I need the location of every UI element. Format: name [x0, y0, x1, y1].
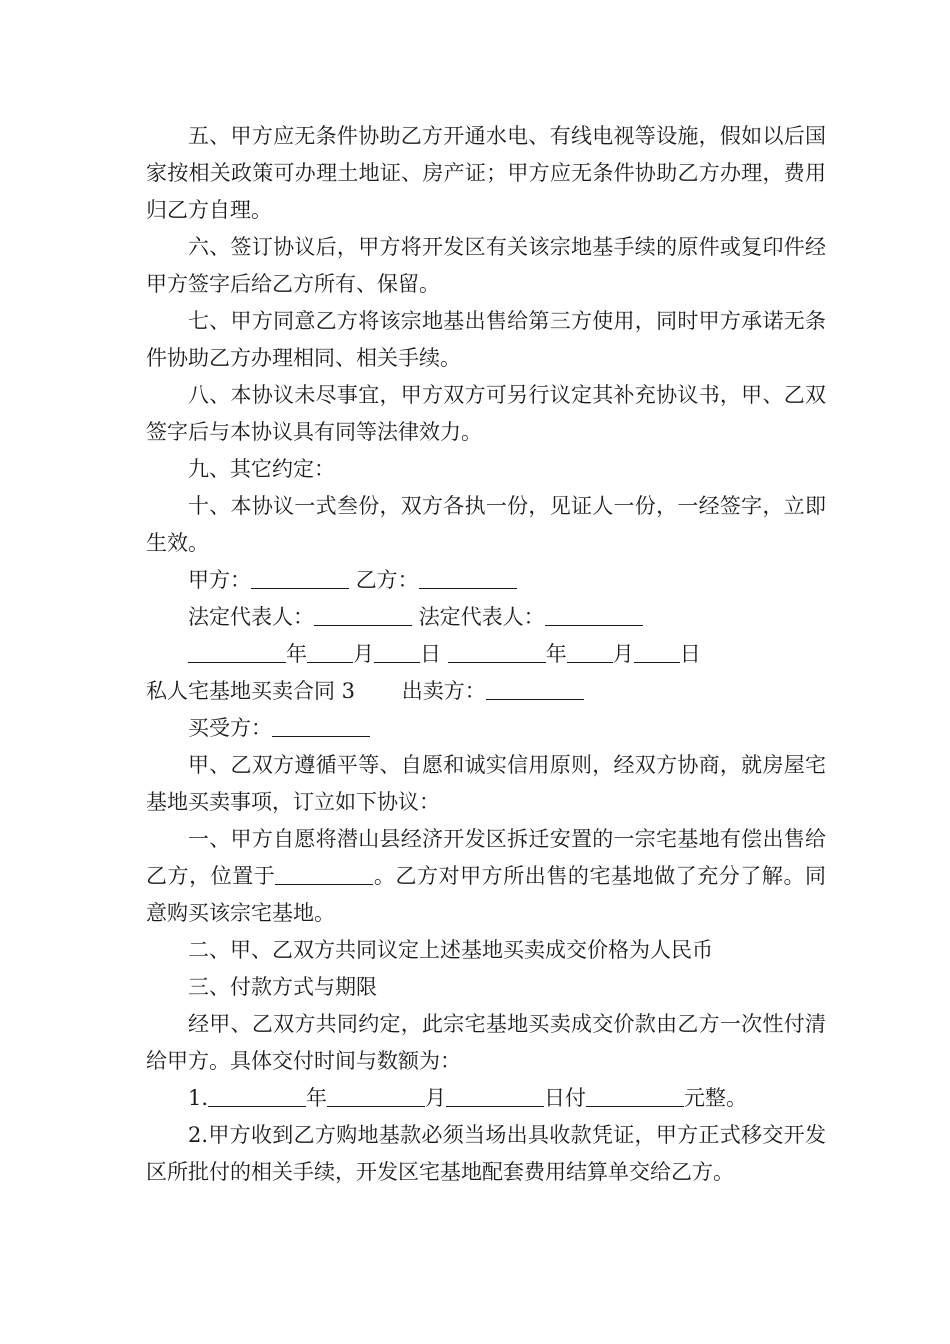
- party-b-blank: [419, 568, 517, 589]
- signature-legal-reps: [146, 599, 826, 636]
- buyer-line: [146, 710, 826, 747]
- legal-rep-b-label: 法定代表人：: [418, 605, 545, 629]
- contract-3-intro: 甲、乙双方遵循平等、自愿和诚实信用原则，经双方协商，就房屋宅基地买卖事项，订立如下协议：: [146, 753, 826, 814]
- signature-dates: 年 月 日 年 月 日: [146, 636, 826, 673]
- party-b-label: 乙方：: [355, 568, 419, 592]
- date-a-year-blank: [188, 642, 286, 663]
- location-blank: [275, 864, 373, 885]
- clause-10: 十、本协议一式叁份，双方各执一份，见证人一份，一经签字，立即生效。: [146, 494, 826, 555]
- clause-7: 七、甲方同意乙方将该宗地基出售给第三方使用，同时甲方承诺无条件协助乙方办理相同、相关手续。: [146, 309, 826, 370]
- legal-rep-b-blank: [545, 605, 643, 626]
- clause-8: 八、本协议未尽事宜，甲方双方可另行议定其补充协议书，甲、乙双签字后与本协议具有同等法律效力。: [146, 383, 826, 444]
- signature-parties: [146, 562, 826, 599]
- contract-3-clause-3: 三、付款方式与期限: [188, 975, 377, 999]
- contract-3-payment-text: 经甲、乙双方共同约定，此宗宅基地买卖成交价款由乙方一次性付清给甲方。具体交付时间与数额为：: [146, 1012, 826, 1073]
- seller-label: 出卖方：: [401, 679, 486, 703]
- clause-5: 五、甲方应无条件协助乙方开通水电、有线电视等设施，假如以后国家按相关政策可办理土地证、房产证；甲方应无条件协助乙方办理，费用归乙方自理。: [146, 124, 826, 222]
- clause-6: 六、签订协议后，甲方将开发区有关该宗地基手续的原件或复印件经甲方签字后给乙方所有、保留。: [146, 235, 826, 296]
- buyer-label: 买受方：: [188, 716, 272, 740]
- legal-rep-a-blank: [314, 605, 412, 626]
- clause-9: 九、其它约定：: [188, 457, 335, 481]
- legal-rep-a-label: 法定代表人：: [188, 605, 314, 629]
- payment-item-1: 1. 年 月 日付 元整。: [188, 1086, 748, 1110]
- contract-3-clause-2: 二、甲、乙双方共同议定上述基地买卖成交价格为人民币: [188, 938, 713, 962]
- seller-blank: [486, 679, 584, 700]
- party-a-blank: [251, 568, 349, 589]
- date-b-year-blank: [448, 642, 546, 663]
- party-a-label: 甲方：: [188, 568, 251, 592]
- document-body: [146, 118, 826, 1191]
- payment-item-2: 2.甲方收到乙方购地基款必须当场出具收款凭证，甲方正式移交开发区所批付的相关手续，开发区宅基地配套费用结算单交给乙方。: [146, 1123, 826, 1184]
- buyer-blank: [272, 716, 370, 737]
- contract-3-heading: [146, 673, 826, 710]
- contract-3-clause-1: 一、甲方自愿将潜山县经济开发区拆迁安置的一宗宅基地有偿出售给乙方，位置于 。乙方对甲方所出售的宅基地做了充分了解。同意购买该宗宅基地。: [146, 827, 827, 925]
- contract-3-title: 私人宅基地买卖合同 3: [146, 679, 356, 703]
